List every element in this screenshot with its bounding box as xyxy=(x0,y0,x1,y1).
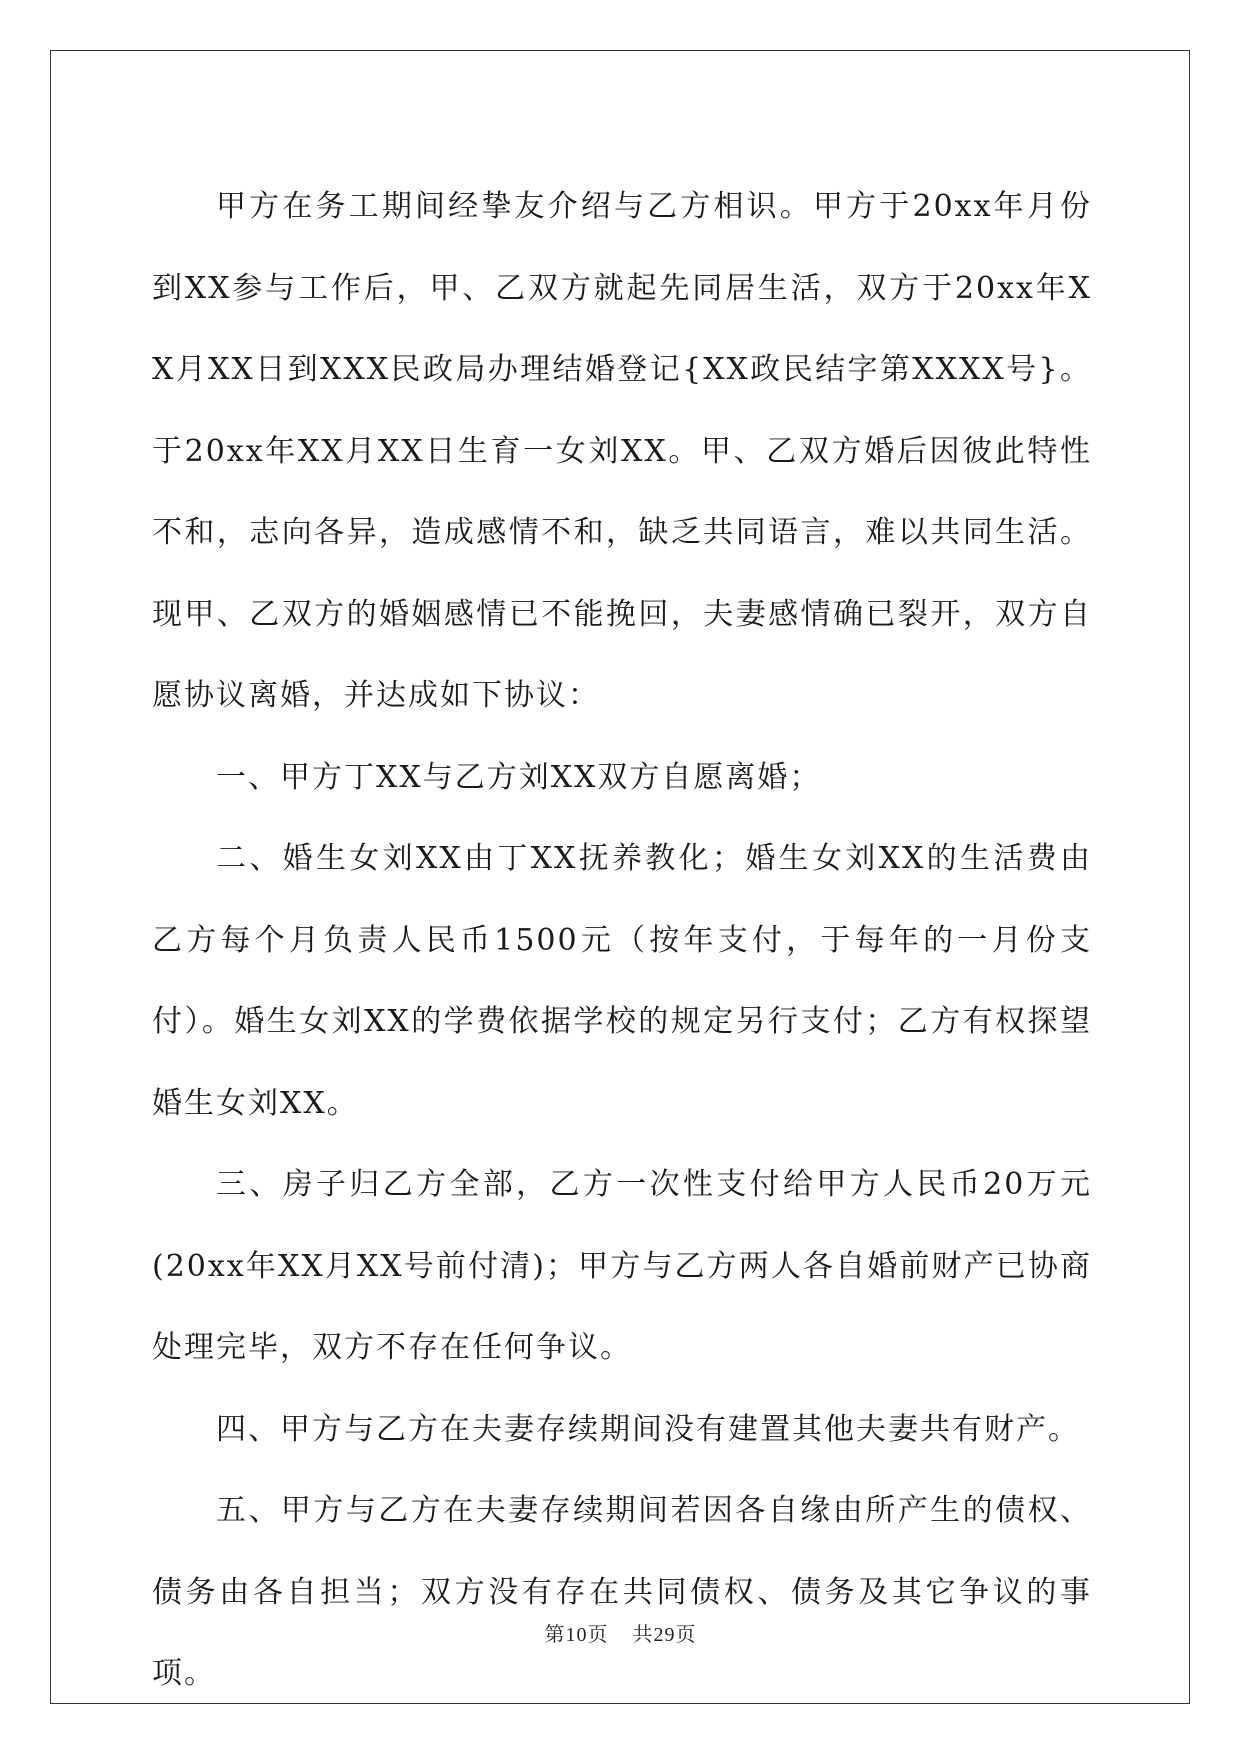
paragraph-clause-4: 四、甲方与乙方在夫妻存续期间没有建置其他夫妻共有财产。 xyxy=(216,1411,1080,1447)
paragraph-clause-5: 五、甲方与乙方在夫妻存续期间若因各自缘由所产生的债权、债务由各自担当；双方没有存在共同债权、债务及其它争议的事项。 xyxy=(152,1493,1092,1691)
paragraph-intro: 甲方在务工期间经挚友介绍与乙方相识。甲方于20xx年月份到XX参与工作后，甲、乙双方就起先同居生活，双方于20xx年XX月XX日到XXX民政局办理结婚登记{XX政民结字第XXXX号}。于20xx年XX月XX日生育一女刘XX。甲、乙双方婚后因彼此特性不和，志向各异，造成感情不和，缺乏共同语言，难以共同生活。现甲、乙双方的婚姻感情已不能挽回，夫妻感情确已裂开，双方自愿协议离婚，并达成如下协议： xyxy=(152,189,1092,713)
document-body xyxy=(152,166,1092,1715)
page-number: 第10页 共29页 xyxy=(544,1624,697,1646)
paragraph-clause-3: 三、房子归乙方全部，乙方一次性支付给甲方人民币20万元(20xx年XX月XX号前付清)；甲方与乙方两人各自婚前财产已协商处理完毕，双方不存在任何争议。 xyxy=(152,1167,1092,1365)
page-footer xyxy=(0,1618,1241,1647)
paragraph-clause-2: 二、婚生女刘XX由丁XX抚养教化；婚生女刘XX的生活费由乙方每个月负责人民币1500元（按年支付，于每年的一月份支付）。婚生女刘XX的学费依据学校的规定另行支付；乙方有权探望婚生女刘XX。 xyxy=(152,841,1092,1121)
paragraph-clause-1: 一、甲方丁XX与乙方刘XX双方自愿离婚； xyxy=(216,759,822,795)
